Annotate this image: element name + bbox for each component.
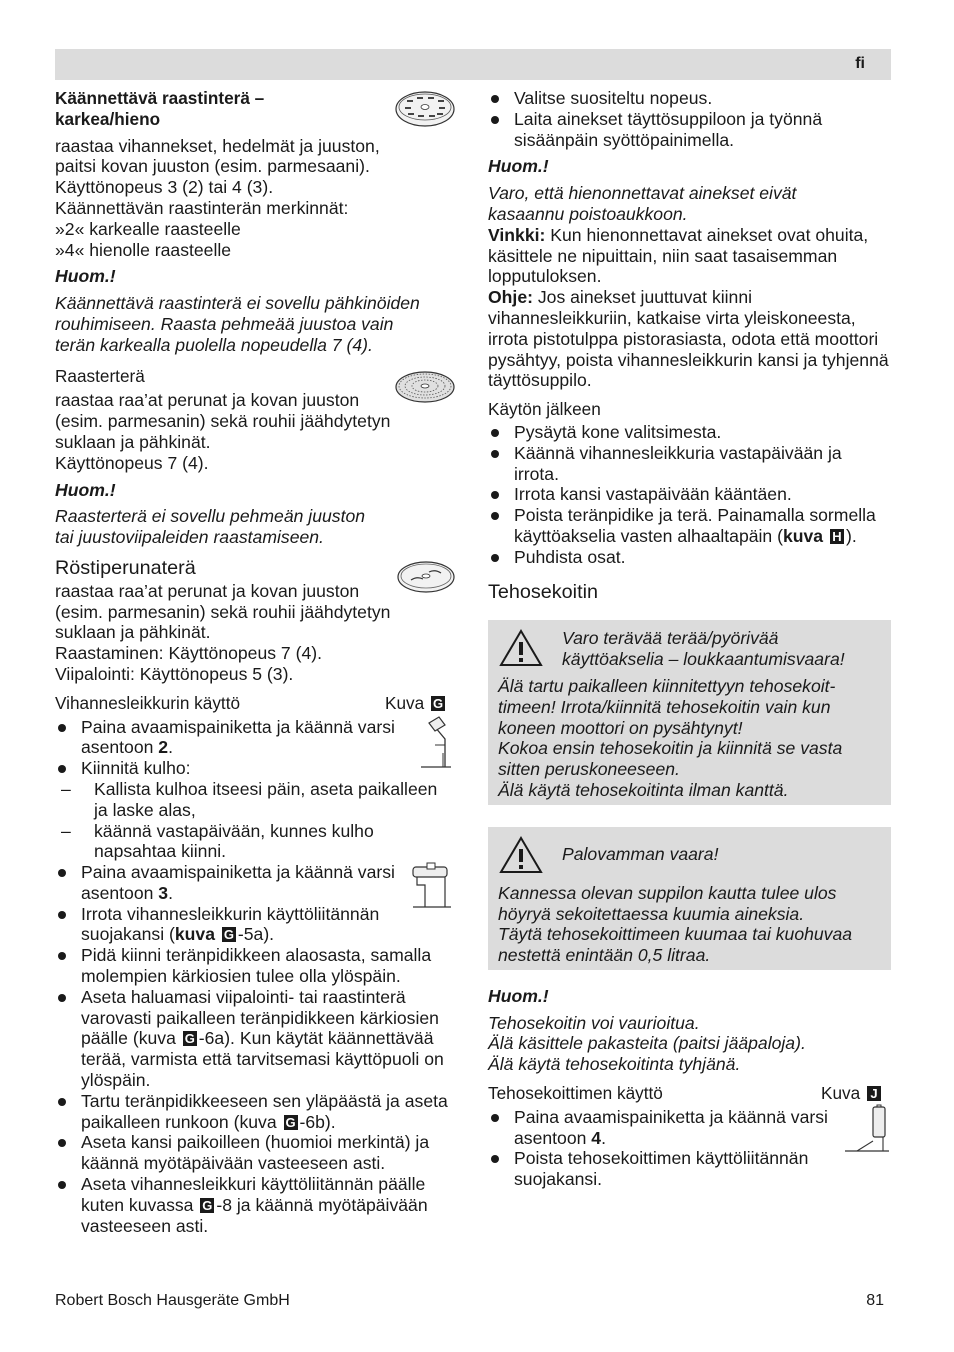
text-span: Kiinnitä kulho:: [81, 758, 191, 779]
list-item: [55, 862, 455, 904]
text-span: -6b).: [299, 1111, 336, 1132]
text-span: Kallista kulhoa itseesi päin, aseta paikalleen ja laske alas,: [94, 778, 438, 820]
note-text: Tehosekoitin voi vaurioitua.: [488, 1012, 700, 1033]
tip-text: Kun hienonnettavat ainekset ovat ohuita, käsittele ne nipuittain, niin saat tasaisemman lopputuloksen.: [488, 224, 869, 287]
text-line: Täytä tehosekoittimeen kuumaa tai kuohuvaa: [498, 924, 853, 945]
list-item: [55, 1132, 455, 1174]
figure-label: kuva: [782, 525, 824, 546]
reversible-grater-disc-icon: [395, 90, 455, 128]
warning-title: [562, 628, 845, 670]
advice-label: Ohje:: [488, 287, 533, 308]
warning-text: [498, 883, 881, 966]
list-item: [55, 904, 455, 946]
list-item: [55, 717, 455, 759]
text-span: Aseta haluamasi viipalointi- tai raastinterä varovasti paikalleen teränpidikkeen kärkiosien päälle (kuva: [81, 986, 439, 1049]
position-number: 4: [591, 1127, 602, 1148]
text-span: Pysäytä kone valitsimesta.: [514, 421, 722, 442]
text-line: suklaan ja pähkinät.: [55, 431, 211, 452]
note-text: Älä käytä tehosekoitinta tyhjänä.: [488, 1054, 741, 1075]
section-title: Röstiperunaterä: [55, 556, 196, 579]
figure-label: Kuva: [385, 692, 425, 713]
list-item: [55, 945, 455, 987]
warning-triangle-icon: [498, 628, 544, 668]
section-heading-row: [55, 693, 455, 714]
list-item: [488, 1107, 891, 1149]
page-number: 81: [866, 1292, 884, 1309]
warning-heading: [498, 835, 881, 875]
section-grating-disc: [55, 366, 455, 548]
text-span: Valitse suositeltu nopeus.: [514, 88, 713, 108]
text-line: timeen! Irrota/kiinnitä tehosekoitin vain kun: [498, 696, 831, 717]
section-blender-use: [488, 1083, 891, 1190]
warning-box-burn: [488, 827, 891, 970]
position-number: 3: [158, 882, 169, 903]
note-text: Raasterterä ei sovellu pehmeän juuston: [55, 506, 366, 527]
figure-letter: G: [202, 1197, 213, 1213]
left-column: [55, 88, 455, 1236]
section-reversible-grater: [55, 88, 455, 356]
list-item: [488, 443, 891, 485]
advice-text: Jos ainekset juuttuvat kiinni vihannesleikkuriin, katkaise virta yleiskoneesta, irrota pistotulppa pistorasiasta, odota että moottori pysähtyy, poista vihannesleikkurin kansi ja tyhjennä täyttösuppilo.: [488, 287, 889, 391]
text-span: ).: [845, 525, 857, 546]
sub-list-item: [55, 779, 455, 821]
text-span: Pidä kiinni teränpidikkeen alaosasta, samalla molempien kärkiosien tulee olla ylöspäin.: [81, 945, 432, 987]
warning-title: Palovamman vaara!: [562, 844, 719, 865]
text-line: Kannessa olevan suppilon kautta tulee ulos: [498, 882, 837, 903]
text-span: -8 ja käännä myötäpäivään vasteeseen asti.: [81, 1194, 428, 1236]
text-line: raastaa raa’at perunat ja kovan juuston: [55, 580, 360, 601]
text-line: (esim. parmesanin) sekä rouhii jäähdytetyn: [55, 411, 391, 432]
sub-list: [55, 779, 455, 862]
figure-letter: J: [867, 1086, 881, 1101]
warning-title-line: Varo terävää terää/pyörivää: [562, 628, 779, 649]
warning-box-blade: [488, 620, 891, 804]
text-line: »4« hienolle raasteelle: [55, 239, 232, 260]
text-line: Älä tartu paikalleen kiinnitettyyn tehosekoit-: [498, 675, 836, 696]
note-text: terän karkealla puolella nopeudella 7 (4).: [55, 334, 373, 355]
text-span: Puhdista osat.: [514, 546, 626, 567]
note-text: Varo, että hienonnettavat ainekset eivät: [488, 183, 797, 204]
section-heading-row: [488, 1083, 891, 1104]
text-span: Laita ainekset täyttösuppiloon ja työnnä sisäänpäin syöttöpainimella.: [514, 108, 823, 150]
figure-letter: H: [830, 529, 844, 544]
note-text: Älä käsittele pakasteita (paitsi jääpaloja).: [488, 1033, 806, 1054]
language-code: fi: [855, 55, 865, 72]
text-span: .: [601, 1127, 606, 1148]
after-use-list: [488, 422, 891, 568]
text-span: Paina avaamispainiketta ja käännä varsi asentoon: [81, 716, 395, 758]
footer-company: Robert Bosch Hausgeräte GmbH: [55, 1292, 290, 1309]
text-line: höyryä sekoitettaessa kuumia aineksia.: [498, 903, 805, 924]
figure-reference: [385, 693, 447, 714]
right-column: [488, 88, 891, 1190]
text-line: Käyttönopeus 3 (2) tai 4 (3).: [55, 177, 274, 198]
header-bar: [55, 49, 891, 80]
position-number: 2: [158, 737, 169, 758]
warning-title-line: käyttöakselia – loukkaantumisvaara!: [562, 649, 845, 670]
text-line: koneen moottori on pysähtynyt!: [498, 717, 743, 738]
list-item: [55, 1174, 455, 1236]
note-label: Huom.!: [55, 479, 116, 500]
instruction-list: [488, 88, 891, 150]
text-span: Poista teränpidike ja terä. Painamalla sormella käyttöakselia vasten alhaaltapäin (: [514, 505, 876, 546]
warning-heading: [498, 628, 881, 670]
text-span: Paina avaamispainiketta ja käännä varsi asentoon: [514, 1106, 828, 1148]
section-title: Tehosekoitin: [488, 580, 598, 603]
figure-reference: [821, 1083, 883, 1104]
figure-letter: G: [223, 927, 234, 943]
text-span: Poista tehosekoittimen käyttöliitännän suojakansi.: [514, 1148, 809, 1190]
text-span: -6a). Kun käytät käännettävää terää, varmista että tarvitsemasi käyttöpuoli on ylöspäin.: [81, 1028, 444, 1091]
grating-disc-icon: [395, 370, 455, 404]
figure-letter: G: [184, 1031, 195, 1047]
text-span: Aseta kansi paikoilleen (huomioi merkintä) ja käännä myötäpäivään vasteeseen asti.: [81, 1132, 430, 1174]
text-line: Älä käytä tehosekoitinta ilman kanttä.: [498, 779, 789, 800]
note-text: rouhimiseen. Raasta pehmeää juustoa vain: [55, 313, 394, 334]
list-item: [55, 1091, 455, 1133]
text-line: raastaa raa’at perunat ja kovan juuston: [55, 390, 360, 411]
text-span: Tartu teränpidikkeeseen sen yläpäästä ja aseta paikalleen runkoon (kuva: [81, 1090, 448, 1132]
figure-letter: G: [432, 695, 444, 711]
list-item: [488, 1148, 891, 1190]
text-line: »2« karkealle raasteelle: [55, 218, 241, 239]
section-title: Käännettävä raastinterä – karkea/hieno: [55, 88, 265, 129]
text-span: Aseta vihannesleikkuri käyttöliitännän päälle kuten kuvassa: [81, 1174, 426, 1215]
text-line: suklaan ja pähkinät.: [55, 622, 211, 643]
note-label: Huom.!: [488, 156, 549, 177]
list-item: [55, 987, 455, 1091]
rosti-disc-icon: [397, 560, 455, 594]
text-line: paitsi kovan juuston (esim. parmesaani).: [55, 156, 370, 177]
text-span: .: [168, 882, 173, 903]
section-title: Raasterterä: [55, 365, 145, 386]
figure-label: Kuva: [821, 1083, 861, 1104]
sub-list-item: [55, 821, 455, 863]
note-label: Huom.!: [55, 266, 116, 287]
text-line: Viipalointi: Käyttönopeus 5 (3).: [55, 663, 294, 684]
blender-use-list: [488, 1107, 891, 1190]
list-item: [488, 422, 891, 443]
text-span: käännä vastapäivään, kunnes kulho napsahtaa kiinni.: [94, 820, 374, 862]
note-label: Huom.!: [488, 985, 549, 1006]
tip-paragraph: [488, 225, 891, 287]
text-line: Raastaminen: Käyttönopeus 7 (4).: [55, 643, 322, 664]
text-line: Käyttönopeus 7 (4).: [55, 452, 209, 473]
section-title: Vihannesleikkurin käyttö: [55, 692, 241, 713]
list-item: [488, 88, 891, 109]
list-item: [488, 505, 891, 547]
instruction-list: [55, 717, 455, 1237]
list-item: [55, 758, 455, 862]
list-item: [488, 484, 891, 505]
list-item: [488, 547, 891, 568]
warning-text: [498, 676, 881, 801]
text-line: Käännettävän raastinterän merkinnät:: [55, 197, 349, 218]
figure-label: kuva: [174, 924, 215, 945]
note-text: tai juustoviipaleiden raastamiseen.: [55, 527, 324, 548]
text-line: raastaa vihannekset, hedelmät ja juuston,: [55, 135, 380, 156]
note-text: Käännettävä raastinterä ei sovellu pähkinöiden: [55, 293, 420, 314]
list-item: [488, 109, 891, 151]
text-span: Käännä vihannesleikkuria vastapäivään ja irrota.: [514, 442, 842, 484]
section-rosti-disc: [55, 558, 455, 685]
advice-paragraph: [488, 287, 891, 391]
text-span: -5a).: [237, 924, 275, 945]
text-line: nestettä enintään 0,5 litraa.: [498, 945, 711, 966]
section-title: Käytön jälkeen: [488, 399, 601, 420]
tip-label: Vinkki:: [488, 224, 546, 245]
section-vegetable-cutter-use: [55, 693, 455, 1237]
section-title: Tehosekoittimen käyttö: [488, 1083, 663, 1104]
figure-letter: G: [285, 1114, 296, 1130]
text-line: Kokoa ensin tehosekoitin ja kiinnitä se vasta: [498, 738, 843, 759]
warning-triangle-icon: [498, 835, 544, 875]
text-span: Irrota vihannesleikkurin käyttöliitännän suojakansi (: [81, 903, 380, 945]
text-span: .: [168, 737, 173, 758]
text-span: Irrota kansi vastapäivään kääntäen.: [514, 484, 792, 505]
text-span: Paina avaamispainiketta ja käännä varsi asentoon: [81, 862, 395, 903]
text-line: (esim. parmesanin) sekä rouhii jäähdytetyn: [55, 601, 391, 622]
text-line: sitten peruskoneeseen.: [498, 759, 680, 780]
note-text: kasaannu poistoaukkoon.: [488, 203, 688, 224]
